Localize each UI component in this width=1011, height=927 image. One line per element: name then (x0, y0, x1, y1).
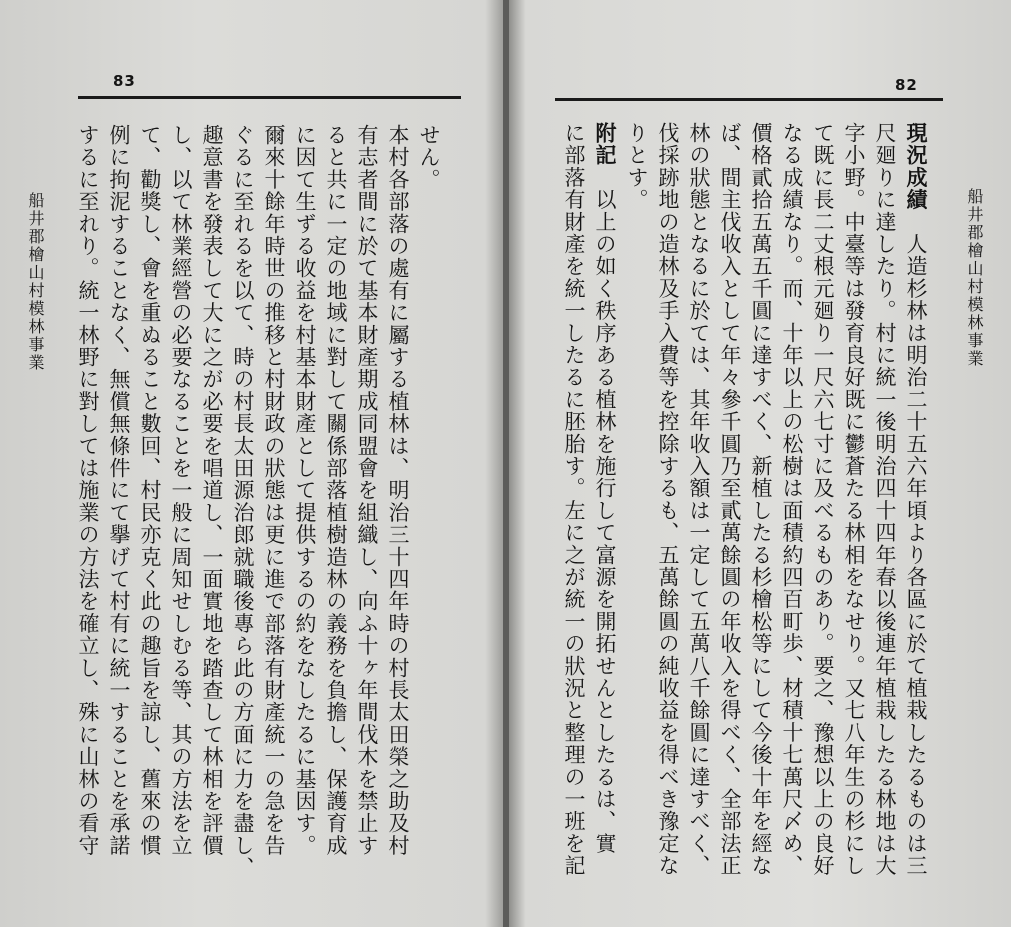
text-column: 價格貳拾五萬五千圓に達すべく、新植したる杉檜松等にして今後十年を經な (749, 122, 773, 877)
book-gutter (503, 0, 509, 927)
section-heading: 附記 (593, 122, 618, 167)
text-column: 伐採跡地の造林及手入費等を控除するも、五萬餘圓の純收益を得べき豫定な (656, 122, 680, 877)
text-column: て、勸獎し、會を重ぬること數回、村民亦克く此の趣旨を諒し、舊來の慣 (138, 124, 162, 857)
text-column: 字小野。中臺等は發育良好既に鬱蒼たる林相をなせり。又七八年生の杉にし (842, 122, 866, 877)
text-column: 有志者間に於て基本財產期成同盟會を組織し、向ふ十ヶ年間伐木を禁止す (355, 124, 379, 857)
text-column: 爾來十餘年時世の推移と村財政の狀態は更に進で部落有財產統一の急を告 (262, 124, 286, 857)
text-column: りとす。 (625, 122, 649, 211)
section-heading: 現況成績 (904, 122, 929, 211)
text-column: 例に拘泥することなく、無償無條件にて擧げて村有に統一することを承諾 (107, 124, 131, 857)
text-column: なる成績なり。而、十年以上の松樹は面積約四百町歩、材積十七萬尺〆め、 (780, 122, 804, 877)
running-head-left: 船井郡檜山村模林事業 (26, 192, 45, 372)
text-column: するに至れり。統一林野に對しては施業の方法を確立し、殊に山林の看守 (76, 124, 100, 857)
page-number-right: 82 (895, 76, 918, 94)
page-number-left: 83 (113, 72, 136, 90)
text-column: し、以て林業經營の必要なることを一般に周知せしむる等、其の方法を立 (169, 124, 193, 857)
text-column: 現況成績 人造杉林は明治二十五六年頃より各區に於て植栽したるものは三 (904, 122, 929, 877)
text-column: 附記 以上の如く秩序ある植林を施行して富源を開拓せんとしたるは、實 (593, 122, 618, 855)
text-column: ぐるに至れるを以て、時の村長太田源治郎就職後專ら此の方面に力を盡し、 (231, 124, 255, 879)
text-column: せん。 (417, 124, 441, 191)
left-page-body (72, 124, 444, 884)
text-column: て既に長二丈根元廻り一尺六七寸に及べるものあり。要之、豫想以上の良好 (811, 122, 835, 877)
text-column: に因て生ずる收益を村基本財產として提供するの約をなしたるに基因す。 (293, 124, 317, 857)
text-column: 尺廻りに達したり。村に統一後明治四十四年春以後連年植栽したる林地は大 (873, 122, 897, 877)
header-rule-left (78, 96, 461, 99)
text-column: 本村各部落の處有に屬する植林は、明治三十四年時の村長太田榮之助及村 (386, 124, 410, 857)
right-page-body (558, 122, 932, 882)
text-column: に部落有財產を統一したるに胚胎す。左に之が統一の狀況と整理の一班を記 (562, 122, 586, 877)
text-column: ば、間主伐收入として年々參千圓乃至貳萬餘圓の年收入を得べく、全部法正 (718, 122, 742, 877)
header-rule-right (555, 98, 943, 101)
text-column: 趣意書を發表して大に之が必要を唱道し、一面實地を踏查して林相を評價 (200, 124, 224, 857)
running-head-right: 船井郡檜山村模林事業 (965, 188, 984, 368)
text-column: 林の狀態となるに於ては、其年收入額は一定して五萬八千餘圓に達すべく、 (687, 122, 711, 877)
text-column: ると共に一定の地域に對して關係部落植樹造林の義務を負擔し、保護育成 (324, 124, 348, 857)
